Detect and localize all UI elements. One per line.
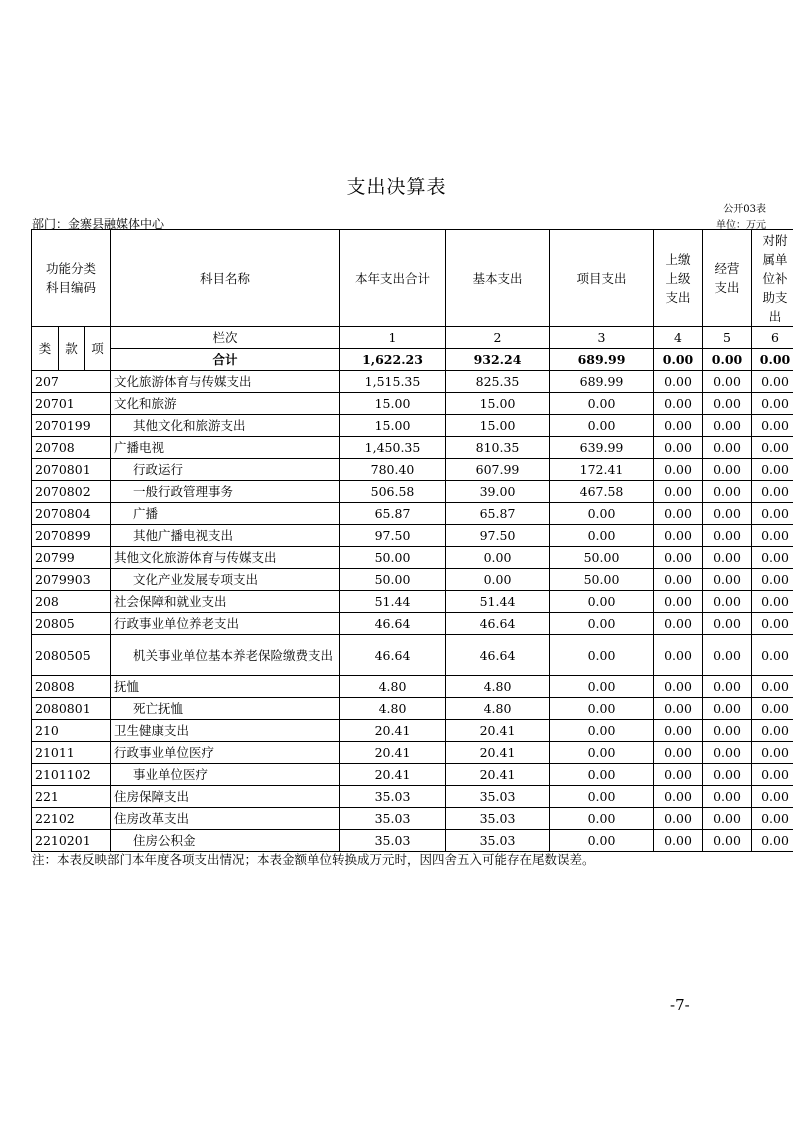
row-value: 50.00: [550, 569, 654, 591]
row-code: 21011: [32, 742, 111, 764]
row-value: 0.00: [703, 635, 752, 676]
row-value: 0.00: [752, 720, 793, 742]
row-value: 50.00: [550, 547, 654, 569]
row-code: 2070899: [32, 525, 111, 547]
table-row: [32, 808, 793, 830]
header-subsidy: 对附属单位补助支出: [752, 230, 793, 327]
page-number: -7-: [670, 996, 690, 1014]
row-value: 0.00: [654, 676, 703, 698]
row-value: 506.58: [340, 481, 446, 503]
row-value: 607.99: [446, 459, 550, 481]
column-number: 6: [752, 327, 793, 349]
header-basic: 基本支出: [446, 230, 550, 327]
row-value: 0.00: [550, 591, 654, 613]
row-value: 0.00: [752, 830, 793, 852]
row-name: 文化产业发展专项支出: [111, 569, 340, 591]
row-value: 780.40: [340, 459, 446, 481]
row-value: 0.00: [703, 591, 752, 613]
row-value: 0.00: [752, 808, 793, 830]
table-code: 公开03表: [723, 204, 766, 215]
row-value: 0.00: [654, 698, 703, 720]
row-value: 0.00: [703, 481, 752, 503]
row-value: 0.00: [550, 393, 654, 415]
table-row: [32, 742, 793, 764]
row-value: 0.00: [550, 613, 654, 635]
row-name: 其他文化旅游体育与传媒支出: [111, 547, 340, 569]
table-row: [32, 415, 793, 437]
header-name: 科目名称: [111, 230, 340, 327]
column-label: 栏次: [111, 327, 340, 349]
row-value: 0.00: [703, 393, 752, 415]
row-code: 210: [32, 720, 111, 742]
row-value: 0.00: [752, 698, 793, 720]
row-value: 0.00: [703, 698, 752, 720]
row-name: 卫生健康支出: [111, 720, 340, 742]
total-value: 0.00: [654, 349, 703, 371]
row-name: 机关事业单位基本养老保险缴费支出: [111, 635, 340, 676]
row-code: 221: [32, 786, 111, 808]
row-value: 0.00: [654, 764, 703, 786]
total-value: 0.00: [703, 349, 752, 371]
row-value: 50.00: [340, 569, 446, 591]
row-value: 0.00: [550, 786, 654, 808]
row-value: 0.00: [654, 415, 703, 437]
row-value: 35.03: [446, 808, 550, 830]
row-value: 0.00: [703, 830, 752, 852]
table-row: [32, 547, 793, 569]
row-value: 0.00: [703, 764, 752, 786]
row-value: 4.80: [340, 698, 446, 720]
row-code: 20799: [32, 547, 111, 569]
row-value: 0.00: [752, 415, 793, 437]
row-name: 住房改革支出: [111, 808, 340, 830]
table-row: [32, 481, 793, 503]
header-kuan: 款: [59, 327, 85, 371]
header-lei: 类: [32, 327, 59, 371]
row-value: 0.00: [703, 569, 752, 591]
row-value: 35.03: [446, 830, 550, 852]
row-value: 0.00: [752, 547, 793, 569]
row-value: 39.00: [446, 481, 550, 503]
row-value: 0.00: [654, 437, 703, 459]
row-value: 0.00: [654, 742, 703, 764]
row-name: 行政事业单位养老支出: [111, 613, 340, 635]
row-value: 0.00: [654, 830, 703, 852]
total-value: 689.99: [550, 349, 654, 371]
row-value: 0.00: [654, 481, 703, 503]
row-value: 0.00: [550, 830, 654, 852]
row-value: 51.44: [446, 591, 550, 613]
table-row: [32, 635, 793, 676]
expenditure-table: [31, 229, 793, 852]
table-row: [32, 698, 793, 720]
table-row: [32, 371, 793, 393]
row-value: 46.64: [446, 635, 550, 676]
row-value: 4.80: [446, 698, 550, 720]
row-value: 65.87: [340, 503, 446, 525]
row-value: 0.00: [550, 764, 654, 786]
row-value: 0.00: [654, 503, 703, 525]
row-value: 0.00: [550, 808, 654, 830]
row-value: 46.64: [446, 613, 550, 635]
table-row: [32, 830, 793, 852]
row-value: 0.00: [752, 786, 793, 808]
row-value: 0.00: [654, 720, 703, 742]
row-value: 0.00: [550, 742, 654, 764]
row-value: 467.58: [550, 481, 654, 503]
row-value: 0.00: [654, 525, 703, 547]
row-name: 行政事业单位医疗: [111, 742, 340, 764]
column-number: 1: [340, 327, 446, 349]
column-number: 4: [654, 327, 703, 349]
total-value: 1,622.23: [340, 349, 446, 371]
column-number-row: [32, 327, 793, 349]
row-value: 1,450.35: [340, 437, 446, 459]
page-title: 支出决算表: [346, 176, 447, 198]
row-name: 社会保障和就业支出: [111, 591, 340, 613]
row-value: 639.99: [550, 437, 654, 459]
column-number: 3: [550, 327, 654, 349]
row-value: 0.00: [752, 742, 793, 764]
row-value: 0.00: [752, 525, 793, 547]
row-value: 172.41: [550, 459, 654, 481]
table-row: [32, 393, 793, 415]
row-code: 20708: [32, 437, 111, 459]
footnote: 注：本表反映部门本年度各项支出情况；本表金额单位转换成万元时，因四舍五入可能存在尾数误差。: [32, 852, 595, 867]
department-label: 部门：金寨县融媒体中心: [32, 217, 165, 231]
row-name: 住房公积金: [111, 830, 340, 852]
table-row: [32, 720, 793, 742]
row-value: 689.99: [550, 371, 654, 393]
row-value: 0.00: [752, 569, 793, 591]
row-value: 51.44: [340, 591, 446, 613]
row-name: 其他文化和旅游支出: [111, 415, 340, 437]
row-code: 2101102: [32, 764, 111, 786]
header-row: [32, 230, 793, 327]
row-code: 2070199: [32, 415, 111, 437]
row-value: 15.00: [340, 393, 446, 415]
row-value: 50.00: [340, 547, 446, 569]
column-number: 5: [703, 327, 752, 349]
row-value: 0.00: [703, 525, 752, 547]
header-upper: 上缴上级支出: [654, 230, 703, 327]
row-code: 2070804: [32, 503, 111, 525]
row-value: 35.03: [340, 808, 446, 830]
total-value: 932.24: [446, 349, 550, 371]
row-value: 20.41: [446, 764, 550, 786]
row-value: 0.00: [752, 371, 793, 393]
row-value: 0.00: [752, 459, 793, 481]
row-value: 0.00: [654, 613, 703, 635]
row-value: 0.00: [703, 371, 752, 393]
row-name: 抚恤: [111, 676, 340, 698]
row-code: 2079903: [32, 569, 111, 591]
total-row: [32, 349, 793, 371]
row-value: 0.00: [752, 635, 793, 676]
row-code: 208: [32, 591, 111, 613]
row-value: 0.00: [654, 786, 703, 808]
row-code: 22102: [32, 808, 111, 830]
row-value: 46.64: [340, 613, 446, 635]
row-code: 2070802: [32, 481, 111, 503]
row-value: 35.03: [340, 830, 446, 852]
row-value: 65.87: [446, 503, 550, 525]
row-name: 文化旅游体育与传媒支出: [111, 371, 340, 393]
row-value: 0.00: [654, 393, 703, 415]
table-row: [32, 786, 793, 808]
row-value: 0.00: [752, 676, 793, 698]
row-value: 35.03: [446, 786, 550, 808]
table-row: [32, 459, 793, 481]
row-value: 4.80: [340, 676, 446, 698]
row-value: 0.00: [703, 808, 752, 830]
row-value: 0.00: [703, 786, 752, 808]
table-row: [32, 525, 793, 547]
row-value: 0.00: [703, 503, 752, 525]
row-value: 15.00: [340, 415, 446, 437]
row-value: 0.00: [550, 720, 654, 742]
row-value: 20.41: [340, 742, 446, 764]
row-code: 20701: [32, 393, 111, 415]
header-business: 经营支出: [703, 230, 752, 327]
column-number: 2: [446, 327, 550, 349]
header-total: 本年支出合计: [340, 230, 446, 327]
row-name: 行政运行: [111, 459, 340, 481]
row-value: 15.00: [446, 415, 550, 437]
unit-label: 单位：万元: [716, 220, 766, 231]
row-value: 35.03: [340, 786, 446, 808]
row-name: 广播: [111, 503, 340, 525]
row-value: 0.00: [654, 569, 703, 591]
total-label: 合计: [111, 349, 340, 371]
table-row: [32, 764, 793, 786]
row-value: 0.00: [703, 742, 752, 764]
row-value: 810.35: [446, 437, 550, 459]
row-code: 20805: [32, 613, 111, 635]
row-value: 0.00: [703, 437, 752, 459]
row-value: 0.00: [752, 481, 793, 503]
row-value: 20.41: [340, 764, 446, 786]
row-value: 0.00: [654, 591, 703, 613]
row-value: 0.00: [550, 676, 654, 698]
row-value: 0.00: [703, 720, 752, 742]
row-value: 0.00: [654, 371, 703, 393]
row-code: 207: [32, 371, 111, 393]
row-value: 0.00: [752, 503, 793, 525]
row-value: 4.80: [446, 676, 550, 698]
row-value: 825.35: [446, 371, 550, 393]
row-code: 2080801: [32, 698, 111, 720]
total-value: 0.00: [752, 349, 793, 371]
row-value: 0.00: [703, 613, 752, 635]
table-row: [32, 676, 793, 698]
row-value: 1,515.35: [340, 371, 446, 393]
row-code: 2210201: [32, 830, 111, 852]
row-value: 20.41: [446, 742, 550, 764]
row-code: 2070801: [32, 459, 111, 481]
row-value: 0.00: [752, 437, 793, 459]
row-value: 0.00: [703, 676, 752, 698]
row-value: 0.00: [550, 415, 654, 437]
row-code: 2080505: [32, 635, 111, 676]
row-name: 一般行政管理事务: [111, 481, 340, 503]
table-row: [32, 591, 793, 613]
row-value: 0.00: [654, 635, 703, 676]
row-value: 0.00: [752, 764, 793, 786]
row-value: 0.00: [446, 569, 550, 591]
row-name: 住房保障支出: [111, 786, 340, 808]
row-value: 97.50: [446, 525, 550, 547]
row-value: 0.00: [752, 613, 793, 635]
row-value: 0.00: [550, 525, 654, 547]
table-row: [32, 613, 793, 635]
row-name: 其他广播电视支出: [111, 525, 340, 547]
row-value: 0.00: [654, 459, 703, 481]
table-row: [32, 503, 793, 525]
row-name: 文化和旅游: [111, 393, 340, 415]
header-xiang: 项: [85, 327, 111, 371]
row-name: 广播电视: [111, 437, 340, 459]
row-value: 46.64: [340, 635, 446, 676]
header-project: 项目支出: [550, 230, 654, 327]
row-value: 0.00: [550, 503, 654, 525]
row-value: 0.00: [752, 591, 793, 613]
row-value: 20.41: [340, 720, 446, 742]
table-row: [32, 437, 793, 459]
row-name: 死亡抚恤: [111, 698, 340, 720]
row-value: 0.00: [550, 698, 654, 720]
row-value: 0.00: [654, 547, 703, 569]
row-code: 20808: [32, 676, 111, 698]
row-value: 0.00: [550, 635, 654, 676]
row-value: 0.00: [752, 393, 793, 415]
row-value: 15.00: [446, 393, 550, 415]
row-value: 0.00: [446, 547, 550, 569]
row-value: 20.41: [446, 720, 550, 742]
row-value: 0.00: [703, 415, 752, 437]
row-value: 0.00: [654, 808, 703, 830]
row-value: 0.00: [703, 547, 752, 569]
header-code: 功能分类科目编码: [32, 230, 111, 327]
row-value: 97.50: [340, 525, 446, 547]
row-value: 0.00: [703, 459, 752, 481]
row-name: 事业单位医疗: [111, 764, 340, 786]
table-row: [32, 569, 793, 591]
